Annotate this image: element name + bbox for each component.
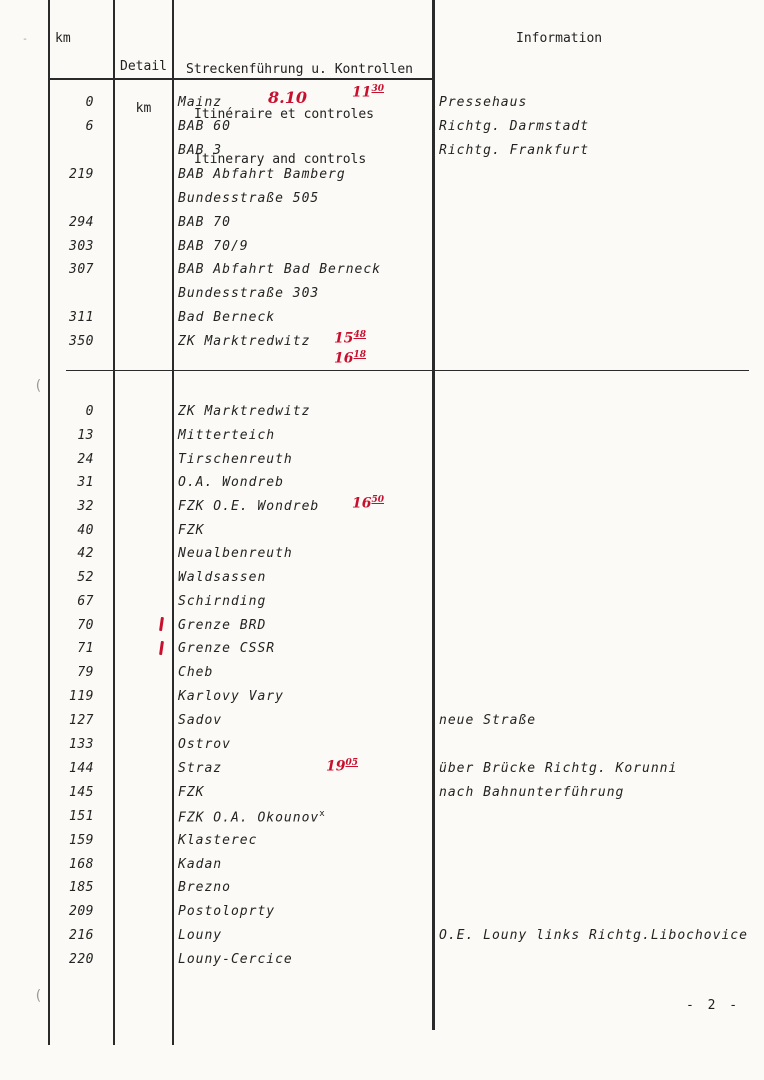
route-entry: Cheb: [178, 665, 214, 680]
km-value: 42: [77, 546, 94, 561]
route-entry: Ostrov: [178, 737, 231, 752]
info-entry: O.E. Louny links Richtg.Libochovice: [439, 928, 748, 943]
km-value: 294: [69, 215, 94, 230]
route-entry: Mainz: [178, 95, 223, 110]
km-value: 24: [77, 452, 94, 467]
km-value: 185: [69, 880, 94, 895]
km-value: 79: [77, 665, 94, 680]
header-km: km: [55, 31, 71, 46]
route-entry: Brezno: [178, 880, 231, 895]
section-divider: [66, 370, 749, 371]
km-value: 40: [77, 523, 94, 538]
route-entry: BAB Abfahrt Bamberg: [178, 167, 346, 182]
header-route-fr: Itinéraire et controles: [194, 107, 375, 122]
header-route-de: Streckenführung u. Kontrollen: [186, 62, 413, 77]
route-entry: BAB 70: [178, 215, 231, 230]
route-entry: Neualbenreuth: [178, 546, 293, 561]
handwritten-time: $15^{48}$: [334, 330, 367, 347]
route-entry: BAB 70/9: [178, 239, 249, 254]
km-value: 52: [77, 570, 94, 585]
header-detail-line1: Detail: [120, 59, 167, 74]
route-entry: Waldsassen: [178, 570, 267, 585]
handwritten-time: $19^{05}$: [326, 758, 359, 775]
handwritten-time: 8.10: [268, 88, 307, 107]
footnote-mark: x: [319, 809, 326, 819]
scan-mark-icon: (: [34, 378, 43, 394]
route-entry: BAB Abfahrt Bad Berneck: [178, 262, 382, 277]
route-entry: Tirschenreuth: [178, 452, 293, 467]
route-entry: Sadov: [178, 713, 223, 728]
km-value: 216: [69, 928, 94, 943]
route-entry: ZK Marktredwitz: [178, 334, 311, 349]
header-detail: [115, 32, 172, 144]
km-value: 159: [69, 833, 94, 848]
km-value: 144: [69, 761, 94, 776]
km-value: 71: [77, 641, 94, 656]
route-entry: Kadan: [178, 857, 223, 872]
km-value: 209: [69, 904, 94, 919]
handwritten-time: $16^{50}$: [352, 495, 385, 512]
route-entry: ZK Marktredwitz: [178, 404, 311, 419]
km-value: 133: [69, 737, 94, 752]
route-entry: FZK O.E. Wondreb: [178, 499, 320, 514]
km-value: 151: [69, 809, 94, 824]
km-value: 6: [85, 119, 94, 134]
route-entry: Mitterteich: [178, 428, 276, 443]
route-entry: Grenze CSSR: [178, 641, 276, 656]
km-value: 219: [69, 167, 94, 182]
route-entry: Bundesstraße 303: [178, 286, 320, 301]
page-number: - 2 -: [686, 998, 741, 1013]
km-value: 145: [69, 785, 94, 800]
column-divider-km: [113, 0, 115, 1045]
route-entry: Grenze BRD: [178, 618, 267, 633]
scan-mark-icon: (: [34, 988, 43, 1004]
km-value: 31: [77, 475, 94, 490]
handwritten-time: $11^{30}$: [352, 84, 385, 101]
route-entry: Louny: [178, 928, 223, 943]
column-divider-detail: [172, 0, 174, 1045]
km-value: 13: [77, 428, 94, 443]
header-route-en: Itinerary and controls: [194, 152, 367, 167]
route-entry: Louny-Cercice: [178, 952, 293, 967]
route-entry-text: FZK O.A. Okounov: [178, 810, 320, 826]
route-entry: Postoloprty: [178, 904, 276, 919]
header-info: Information: [516, 31, 603, 46]
header-detail-line2: km: [135, 101, 152, 116]
column-divider-route: [432, 0, 435, 1030]
handwritten-tick-mark: [159, 641, 164, 655]
info-entry: Richtg. Darmstadt: [439, 119, 590, 134]
route-entry: Bundesstraße 505: [178, 191, 320, 206]
km-value: 70: [77, 618, 94, 633]
route-entry: Klasterec: [178, 833, 258, 848]
route-entry: FZK: [178, 785, 205, 800]
route-entry: [178, 809, 326, 825]
km-value: 220: [69, 952, 94, 967]
route-entry: Bad Berneck: [178, 310, 276, 325]
km-value: 119: [69, 689, 94, 704]
km-value: 303: [69, 239, 94, 254]
scan-mark-icon: -: [22, 34, 29, 45]
info-entry: Pressehaus: [439, 95, 528, 110]
route-entry: BAB 3: [178, 143, 223, 158]
info-entry: neue Straße: [439, 713, 537, 728]
km-value: 311: [69, 310, 94, 325]
route-entry: FZK: [178, 523, 205, 538]
info-entry: über Brücke Richtg. Korunni: [439, 761, 678, 776]
km-value: 350: [69, 334, 94, 349]
route-entry: BAB 60: [178, 119, 231, 134]
km-value: 307: [69, 262, 94, 277]
km-value: 67: [77, 594, 94, 609]
route-entry: Karlovy Vary: [178, 689, 284, 704]
info-entry: Richtg. Frankfurt: [439, 143, 590, 158]
info-entry: nach Bahnunterführung: [439, 785, 625, 800]
handwritten-tick-mark: [159, 617, 164, 631]
route-entry: Straz: [178, 761, 223, 776]
km-value: 0: [85, 404, 94, 419]
km-value: 127: [69, 713, 94, 728]
km-value: 168: [69, 857, 94, 872]
km-value: 32: [77, 499, 94, 514]
km-value: 0: [85, 95, 94, 110]
handwritten-time: $16^{18}$: [334, 350, 367, 367]
route-entry: O.A. Wondreb: [178, 475, 284, 490]
route-entry: Schirnding: [178, 594, 267, 609]
